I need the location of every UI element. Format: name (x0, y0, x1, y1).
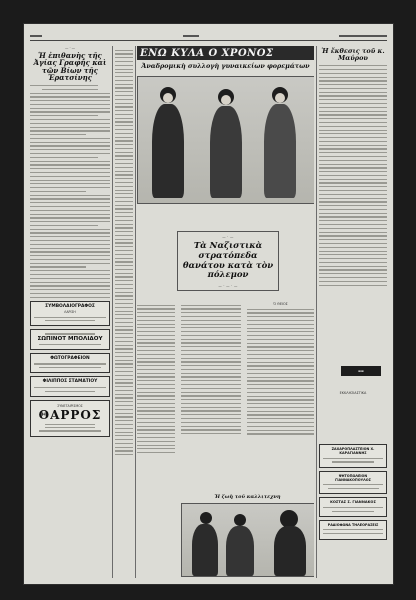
exhibition-article-body (319, 62, 387, 286)
banner-enos-kyla: ΕΝΩ ΚΥΛΑ Ο ΧΡΟΝΟΣ (137, 46, 314, 60)
ad-right-3: ΚΟΣΤΑΣ Σ. ΓΙΑΝΝΑΚΟΣ (319, 497, 387, 517)
ad-notary: ΣΥΜΒΟΛΑΙΟΓΡΑΦΟΣ ΛΑΡΙΣΗ (30, 301, 110, 327)
right-column (319, 46, 387, 578)
column-rule (135, 46, 136, 578)
right-ads (319, 441, 387, 543)
photo-caption: Ἡ ζωὴ τοῦ καλλιτεχνη (214, 494, 281, 500)
narrow-column (115, 46, 133, 578)
ad-sopinot: ΣΩΠΙΝΟΤ ΜΠΟΛΙΔΟΥ (30, 329, 110, 349)
newspaper-page (24, 24, 393, 584)
center-story-headline: Τὰ Ναζιστικὰ στρατόπεδα θανάτου κατὰ τὸν πόλεμον (182, 241, 274, 281)
concentration-camps-story: — · — Τὰ Ναζιστικὰ στρατόπεδα θανάτου κατὰ τὸν πόλεμον — · — · — (177, 231, 279, 291)
exhibition-headline: Ἡ ἔκθεσις τοῦ κ. Μαύρου (321, 47, 385, 62)
left-headline: Ἡ ἐπιθανὴς τῆς Ἀγίας Γραφῆς καὶ τῶν Βίων τῆς Ἐρατσίνης (33, 51, 107, 83)
ad-right-2: ΨΗΤΟΠΩΛΕΙΟΝ ΓΙΑΝΝΑΚΟΠΟΥΛΟΣ (319, 471, 387, 495)
notices-title: ΕΚΚΛΗΣΙΑΣΤΙΚΑ (339, 391, 367, 395)
center-block (137, 46, 314, 578)
artists-photo (181, 503, 314, 577)
running-head (30, 32, 387, 41)
ad-tharros: ΣΥΝΕΤΑΙΡΙΣΜΟΣ ΘΑΡΡΟΣ (30, 400, 110, 437)
column-rule (112, 46, 113, 578)
ad-clinic: ΦΙΛΙΠΠΟΣ ΣΤΑΜΑΤΙΟΥ (30, 376, 110, 397)
column-rule (316, 46, 317, 578)
side-column-title: Ὁ ΘΕΙΟΣ (273, 302, 288, 306)
fashion-headline: Ἀναδρομικὴ συλλογὴ γυναικείων φορεμάτων (141, 62, 310, 70)
ad-right-1: ΖΑΧΑΡΟΠΛΑΣΤΕΙΟΝ Χ. ΚΑΡΑΓΙΑΝΝΗΣ (319, 444, 387, 468)
left-article-body (30, 81, 110, 298)
left-column: — · — Ἡ ἐπιθανὴς τῆς Ἀγίας Γραφῆς καὶ τῶν Βίων τῆς Ἐρατσίνης ΣΥΜΒΟΛΑΙΟΓΡΑΦΟΣ ΛΑΡΙΣΗ ΣΩΠΙΝΟΤ ΜΠΟΛΙΔΟΥ ΦΩΤΟΓΡΑΦΕΙΟΝ ΦΙΛΙΠΠΟΣ ΣΤΑΜΑΤΙΟΥ ΣΥΝΕΤΑΙΡΙΣΜΟΣ ΘΑΡΡΟΣ (30, 46, 110, 578)
fashion-photo (137, 76, 314, 204)
ad-photo-studio: ΦΩΤΟΓΡΑΦΕΙΟΝ (30, 353, 110, 374)
black-badge: ▬▬ (341, 366, 381, 376)
ad-right-4: ΡΑΔΙΟΦΩΝΑ ΤΗΛΕΟΡΑΣΕΙΣ (319, 520, 387, 540)
